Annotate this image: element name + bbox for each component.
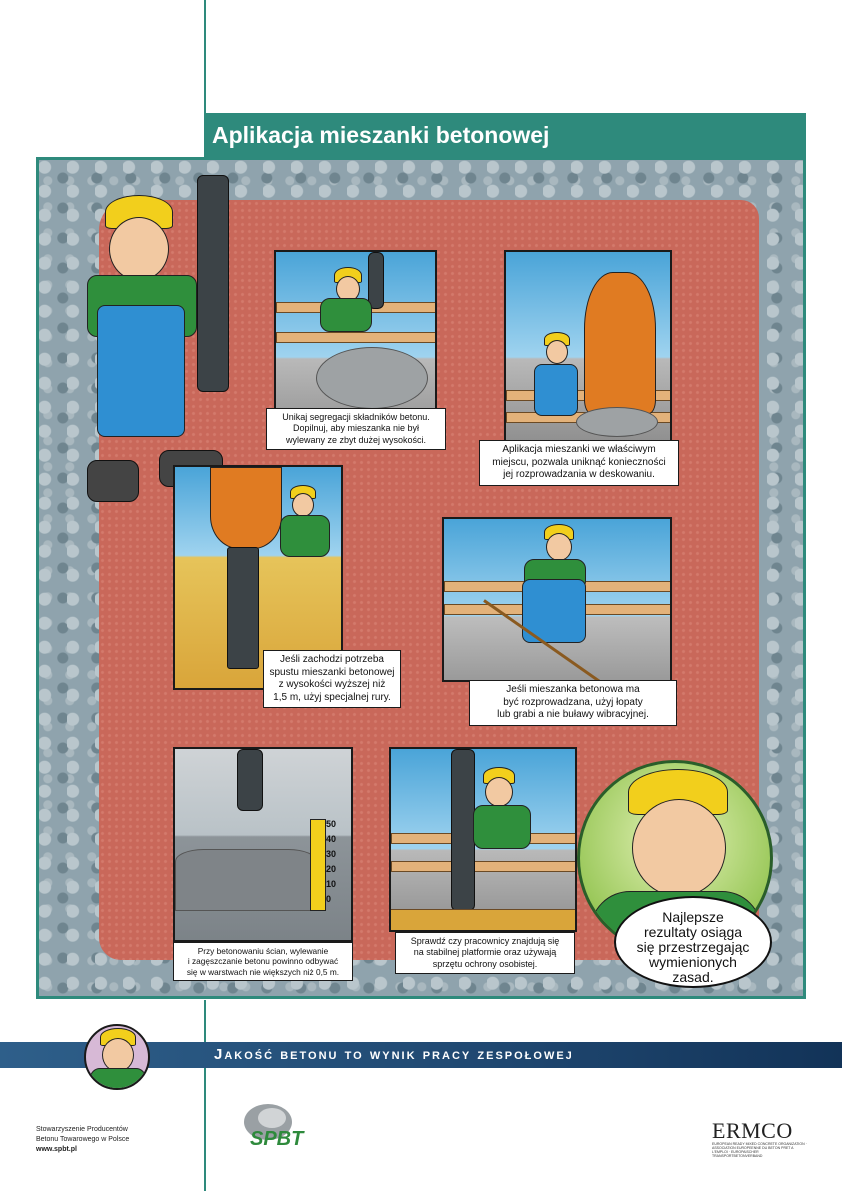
top-vertical-line: [204, 0, 206, 113]
platform-floor: [391, 909, 577, 932]
concrete-bucket: [584, 272, 656, 414]
mascot-face: [632, 799, 726, 897]
speech-bubble: Najlepsze rezultaty osiąga się przestrzegając wymienionych zasad.: [614, 896, 772, 988]
page-title: Aplikacja mieszanki betonowej: [204, 113, 806, 157]
org-website-link[interactable]: www.spbt.pl: [36, 1146, 77, 1153]
panel-layers: [173, 747, 353, 942]
concrete-splash: [316, 347, 428, 409]
concrete-hopper: [210, 467, 282, 549]
org-name-line1: Stowarzyszenie Producentów: [36, 1126, 128, 1133]
org-name-line2: Betonu Towarowego w Polsce: [36, 1136, 130, 1143]
worker-shirt: [473, 805, 531, 849]
avatar-shirt: [90, 1068, 146, 1090]
concrete-pile: [576, 407, 658, 437]
pump-hose: [237, 749, 263, 811]
avatar-face: [102, 1038, 134, 1072]
worker-head: [109, 217, 169, 281]
scale-labels: 50 40 30 20 10 0: [326, 819, 337, 904]
pump-hose: [451, 749, 475, 911]
fence-rail: [391, 861, 577, 872]
caption-placement: Aplikacja mieszanki we właściwym miejscu, pozwala uniknąć konieczności jej rozprowadzania w deskowaniu.: [479, 440, 679, 486]
bottom-vertical-line: [204, 1000, 206, 1191]
caption-chute: Jeśli zachodzi potrzeba spustu mieszanki betonowej z wysokości wyższej niż 1,5 m, użyj specjalnej rury.: [263, 650, 401, 708]
worker-head: [546, 533, 572, 561]
ermco-logo: ERMCO: [712, 1118, 793, 1143]
pump-hose: [368, 252, 384, 309]
panel-placement: [504, 250, 672, 445]
spbt-logo: [236, 1098, 326, 1158]
worker-overalls: [534, 364, 578, 416]
worker-head: [292, 493, 314, 517]
worker-shirt: [280, 515, 330, 557]
boot-left: [87, 460, 139, 502]
concrete-layer: [175, 849, 317, 911]
caption-segregation: Unikaj segregacji składników betonu. Dopilnuj, aby mieszanka nie był wylewany ze zbyt dużej wysokości.: [266, 408, 446, 450]
caption-spreading: Jeśli mieszanka betonowa ma być rozprowadzana, użyj łopaty lub grabi a nie buławy wibracyjnej.: [469, 680, 677, 726]
worker-overalls: [97, 305, 185, 437]
caption-layers: Przy betonowaniu ścian, wylewanie i zagęszczanie betonu powinno odbywać się w warstwach nie większych niż 0,5 m.: [173, 942, 353, 981]
caption-platform: Sprawdź czy pracownicy znajdują się na stabilnej platformie oraz używają sprzętu ochrony osobistej.: [395, 932, 575, 974]
spbt-logo-text: SPBT: [250, 1128, 304, 1150]
main-worker-illustration: [47, 175, 247, 505]
pump-hose: [197, 175, 229, 392]
worker-shirt: [320, 298, 372, 332]
worker-head: [546, 340, 568, 364]
slogan-text: Jakość betonu to wynik pracy zespołowej: [214, 1046, 574, 1063]
avatar: [84, 1024, 150, 1090]
fence-rail: [276, 332, 437, 343]
panel-spreading: [442, 517, 672, 682]
height-scale: [310, 819, 326, 911]
ermco-subtitle: EUROPEAN READY MIXED CONCRETE ORGANIZATION · ASSOCIATION EUROPEENNE DU BETON PRET A L'EMPLOI · EUROPAISCHER TRANSPORTBETONVERBAND: [712, 1142, 807, 1158]
worker-head: [485, 777, 513, 807]
drop-chute: [227, 547, 259, 669]
panel-platform: [389, 747, 577, 932]
